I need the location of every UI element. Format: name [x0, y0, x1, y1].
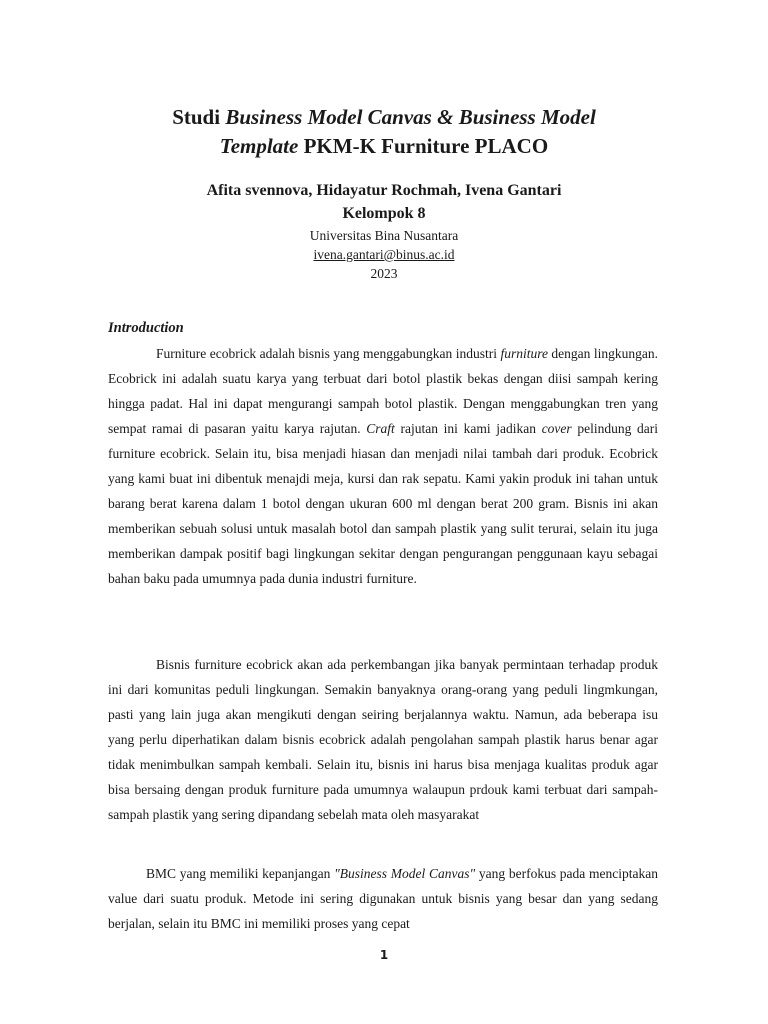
year-label: 2023: [370, 266, 398, 281]
title-part-2: Business Model Canvas & Business Model: [225, 105, 596, 129]
paragraph-1: [108, 341, 658, 591]
title-part-3: Template: [219, 134, 299, 158]
email-link[interactable]: ivena.gantari@binus.ac.id: [313, 247, 455, 262]
p1-text-g: pelindung dari furniture ecobrick. Selain itu, bisa menjadi hiasan dan menjadi nilai tambah dari produk. Ecobrick yang kami buat ini dibentuk menajdi meja, kursi dan rak sepatu. Kami yakin produk ini tahan untuk barang berat karena dalam 1 botol dengan ukuran 600 ml dengan berat 200 gram. Bisnis ini akan memberikan sebuah solusi untuk masalah botol dan sampah plastik yang sulit terurai, selain itu juga memberikan dampak positif bagi lingkungan sekitar dengan pengurangan penggunaan kayu sebagai bahan baku pada umumnya pada dunia industri furniture.: [108, 421, 659, 586]
p3-text-a: BMC yang memiliki kepanjangan: [146, 866, 335, 881]
page-title: [60, 103, 708, 161]
p1-text-b: furniture: [500, 346, 548, 361]
email-line: [60, 245, 708, 264]
author-list: Afita svennova, Hidayatur Rochmah, Ivena Gantari: [206, 182, 562, 199]
p3-text-b: "Business Model Canvas": [334, 866, 476, 881]
title-part-1: Studi: [172, 105, 226, 129]
p1-text-c: dengan lingkungan. Ecobrick ini adalah suatu karya yang terbuat dari botol plastik bekas dengan diisi sampah kering hingga padat. Hal ini dapat mengurangi sampah botol plastik. Dengan menggabungkan tren yang sempat ramai di pasaran yaitu karya rajutan.: [108, 346, 659, 436]
section-heading: Introduction: [108, 320, 184, 336]
p1-text-e: rajutan ini kami jadikan: [394, 421, 542, 436]
page-number: 1: [379, 948, 389, 962]
p1-text-f: cover: [541, 421, 572, 436]
p1-text-d: Craft: [366, 421, 395, 436]
p1-text-a: Furniture ecobrick adalah bisnis yang menggabungkan industri: [156, 346, 501, 361]
paragraph-2: [108, 652, 658, 827]
group-label: Kelompok 8: [342, 205, 426, 222]
p3-text-c: yang berfokus pada menciptakan value dari suatu produk. Metode ini sering digunakan untuk bisnis yang besar dan yang sedang berjalan, selain itu BMC ini memiliki proses yang cepat: [108, 866, 658, 931]
paragraph-3: [108, 861, 658, 936]
p2-text: Bisnis furniture ecobrick akan ada perkembangan jika banyak permintaan terhadap produk ini dari komunitas peduli lingkungan. Semakin banyaknya orang-orang yang peduli lingmkungan, pasti yang lain juga akan mengikuti dengan seiring berjalannya waktu. Namun, ada beberapa isu yang perlu diperhatikan dalam bisnis ecobrick adalah pengolahan sampah plastik harus benar agar tidak menimbulkan sampah kembali. Selain itu, bisnis ini harus bisa menjaga kualitas produk agar bisa bersaing dengan produk furniture pada umumnya walaupun prdouk kami terbuat dari sampah-sampah plastik yang sering dipandang sebelah mata oleh masyarakat: [108, 657, 658, 822]
university-name: Universitas Bina Nusantara: [309, 228, 459, 243]
title-part-4: PKM-K Furniture PLACO: [298, 134, 549, 158]
